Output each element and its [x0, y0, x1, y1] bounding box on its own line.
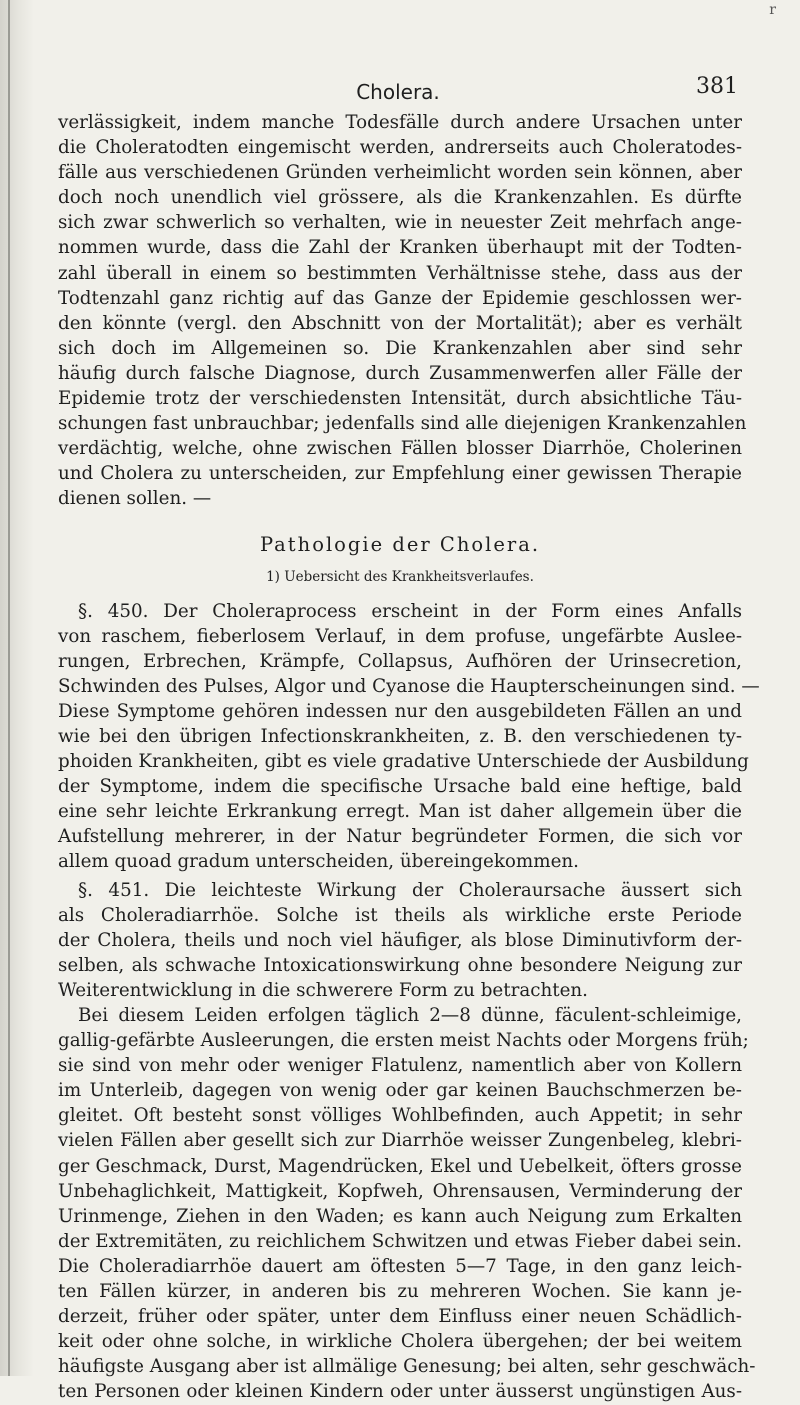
text-line: Urinmenge, Ziehen in den Waden; es kann auch Neigung zum Erkalten [58, 1205, 742, 1227]
paragraph-intro [58, 110, 747, 512]
text-line: gleitet. Oft besteht sonst völliges Wohlbefinden, auch Appetit; in sehr [58, 1105, 742, 1127]
text-line: von raschem, fieberlosem Verlauf, in dem profuse, ungefärbte Auslee- [58, 625, 742, 647]
text-line: Weiterentwicklung in die schwerere Form zu betrachten. [58, 979, 588, 1001]
text-line: selben, als schwache Intoxicationswirkung ohne besondere Neigung zur [58, 954, 742, 976]
text-line: der Symptome, indem die specifische Ursache bald eine heftige, bald [58, 776, 742, 798]
text-line: der Extremitäten, zu reichlichem Schwitzen und etwas Fieber dabei sein. [58, 1230, 742, 1252]
text-line: sich zwar schwerlich so verhalten, wie in neuester Zeit mehrfach ange- [58, 212, 742, 234]
text-line: Schwinden des Pulses, Algor und Cyanose die Haupterscheinungen sind. — [58, 675, 760, 697]
paragraph-450 [58, 599, 760, 875]
text-line: der Cholera, theils und noch viel häufiger, als blose Diminutivform der- [58, 929, 742, 951]
text-line: im Unterleib, dagegen von wenig oder gar keinen Bauchschmerzen be- [58, 1080, 742, 1102]
text-line: derzeit, früher oder später, unter dem Einfluss einer neuen Schädlich- [58, 1306, 742, 1328]
text-line: doch noch unendlich viel grössere, als die Krankenzahlen. Es dürfte [58, 187, 742, 209]
page-number: 381 [696, 74, 738, 99]
text-line: vielen Fällen aber gesellt sich zur Diarrhöe weisser Zungenbeleg, klebri- [58, 1130, 742, 1152]
text-line: verlässigkeit, indem manche Todesfälle durch andere Ursachen unter [58, 112, 742, 133]
text-line: häufigste Ausgang aber ist allmälige Genesung; bei alten, sehr geschwäch- [58, 1356, 756, 1378]
page-binding-line [8, 0, 10, 1376]
text-line: allem quoad gradum unterscheiden, übereingekommen. [58, 851, 579, 873]
text-line: sie sind von mehr oder weniger Flatulenz, namentlich aber von Kollern [58, 1055, 742, 1077]
text-line: ten Fällen kürzer, in anderen bis zu mehreren Wochen. Sie kann je- [58, 1281, 742, 1303]
text-line: ger Geschmack, Durst, Magendrücken, Ekel und Uebelkeit, öfters grosse [58, 1155, 742, 1177]
text-line: verdächtig, welche, ohne zwischen Fällen blosser Diarrhöe, Cholerinen [58, 438, 742, 460]
text-line: den könnte (vergl. den Abschnitt von der Mortalität); aber es verhält [58, 312, 742, 334]
text-line: dienen sollen. — [58, 488, 212, 510]
text-line: als Choleradiarrhöe. Solche ist theils als wirkliche erste Periode [58, 904, 742, 926]
running-head [58, 64, 738, 104]
text-line: Aufstellung mehrerer, in der Natur begründeter Formen, die sich vor [58, 826, 742, 848]
text-line: Diese Symptome gehören indessen nur den ausgebildeten Fällen an und [58, 700, 742, 722]
section-heading: Pathologie der Cholera. [259, 532, 541, 556]
text-line: wie bei den übrigen Infectionskrankheiten, z. B. den verschiedenen ty- [58, 725, 742, 747]
text-line: eine sehr leichte Erkrankung erregt. Man ist daher allgemein über die [58, 801, 742, 823]
text-line: fälle aus verschiedenen Gründen verheimlicht worden sein können, aber [58, 162, 742, 184]
paragraph-symptoms [58, 1003, 756, 1405]
page-gutter-shadow [0, 0, 34, 1376]
text-line: sich doch im Allgemeinen so. Die Krankenzahlen aber sind sehr [58, 337, 742, 359]
text-line: Bei diesem Leiden erfolgen täglich 2—8 dünne, fäculent-schleimige, [78, 1005, 742, 1026]
text-line: häufig durch falsche Diagnose, durch Zusammenwerfen aller Fälle der [58, 362, 742, 384]
corner-mark: r [769, 2, 776, 18]
running-title: Cholera. [356, 80, 440, 104]
text-line: §. 451. Die leichteste Wirkung der Choleraursache äussert sich [78, 879, 742, 901]
subsection-heading: 1) Uebersicht des Krankheitsverlaufes. [266, 568, 534, 585]
text-line: die Choleratodten eingemischt werden, andrerseits auch Choleratodes- [58, 137, 742, 159]
page-body [58, 110, 760, 1405]
text-line: phoiden Krankheiten, gibt es viele gradative Unterschiede der Ausbildung [58, 751, 749, 773]
text-line: keit oder ohne solche, in wirkliche Cholera übergehen; der bei weitem [58, 1331, 742, 1353]
text-line: §. 450. Der Choleraprocess erscheint in der Form eines Anfalls [78, 600, 742, 622]
text-line: Todtenzahl ganz richtig auf das Ganze der Epidemie geschlossen wer- [58, 287, 742, 309]
text-line: nommen wurde, dass die Zahl der Kranken überhaupt mit der Todten- [58, 237, 742, 259]
text-line: schungen fast unbrauchbar; jedenfalls sind alle diejenigen Krankenzahlen [58, 413, 747, 435]
paragraph-451 [58, 878, 742, 1003]
text-line: und Cholera zu unterscheiden, zur Empfehlung einer gewissen Therapie [58, 463, 742, 485]
text-line: ten Personen oder kleinen Kindern oder unter äusserst ungünstigen Aus- [58, 1381, 742, 1403]
text-line: Epidemie trotz der verschiedensten Intensität, durch absichtliche Täu- [58, 388, 742, 410]
text-line: gallig-gefärbte Ausleerungen, die ersten meist Nachts oder Morgens früh; [58, 1030, 749, 1052]
text-line: zahl überall in einem so bestimmten Verhältnisse stehe, dass aus der [58, 262, 742, 284]
text-line: rungen, Erbrechen, Krämpfe, Collapsus, Aufhören der Urinsecretion, [58, 650, 742, 672]
text-line: Die Choleradiarrhöe dauert am öftesten 5—7 Tage, in den ganz leich- [58, 1255, 742, 1277]
text-line: Unbehaglichkeit, Mattigkeit, Kopfweh, Ohrensausen, Verminderung der [58, 1180, 742, 1202]
